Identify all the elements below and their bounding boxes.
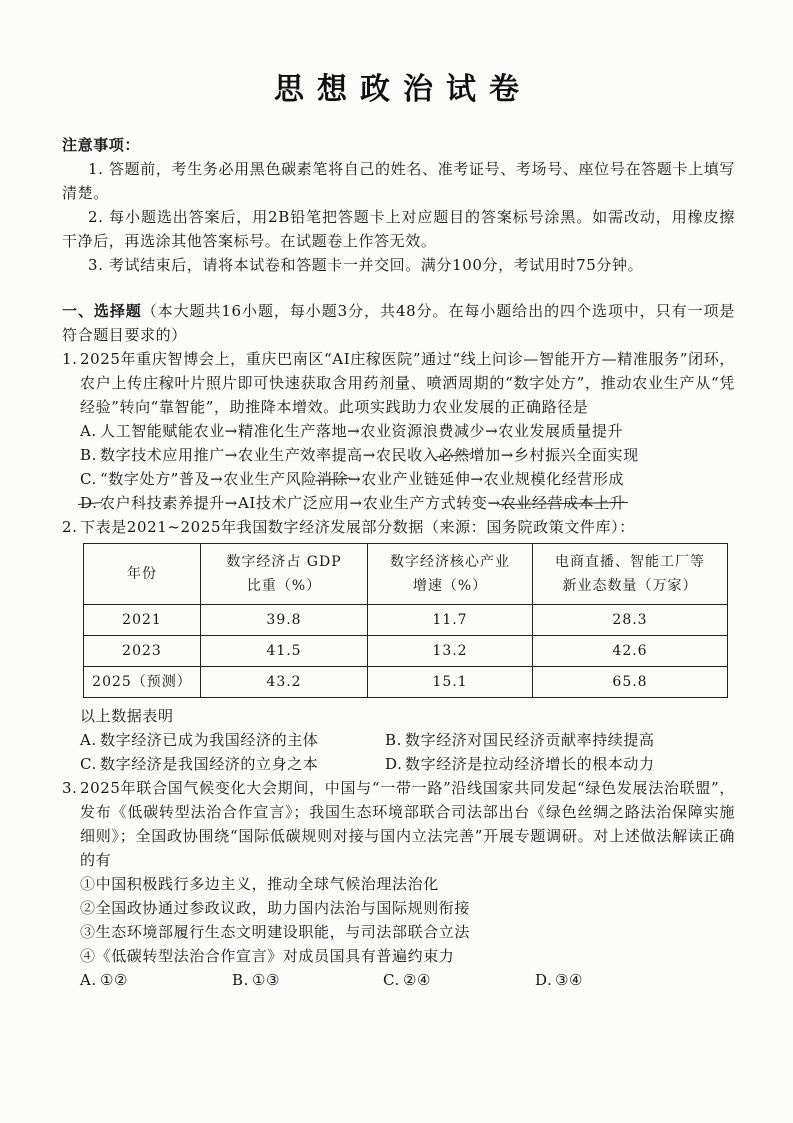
- option-text: [100, 419, 623, 443]
- option-a: [80, 728, 385, 752]
- question-lead: 以上数据表明: [80, 707, 174, 725]
- exam-title: 思想政治试卷: [274, 72, 532, 107]
- table-cell: 15.1: [368, 667, 533, 698]
- section-label: 一、选择题: [62, 302, 142, 320]
- option-text-segment: →农业产业链延伸→农业规模化经营形成: [348, 470, 625, 488]
- statement-item: ①中国积极践行多边主义，推动全球气候治理法治化: [80, 875, 439, 893]
- option-label: C.: [80, 755, 97, 773]
- statement-item: ④《低碳转型法治合作宣言》对成员国具有普遍约束力: [80, 947, 455, 965]
- option-text: 数字经济对国民经济贡献率持续提高: [405, 731, 655, 749]
- option-label: B.: [385, 731, 402, 749]
- notice-item: 3. 考试结束后，请将本试卷和答题卡一并交回。满分100分，考试用时75分钟。: [88, 256, 644, 274]
- option-text-segment: 数字技术应用推广→农业生产效率提高→农民收入: [100, 446, 439, 464]
- option-c: [80, 752, 385, 776]
- statement-item: ③生态环境部履行生态文明建设职能，与司法部联合立法: [80, 923, 471, 941]
- option-text: ②④: [403, 971, 432, 989]
- option-label: C.: [80, 470, 97, 488]
- table-cell: 42.6: [533, 636, 728, 667]
- option-d: [80, 491, 735, 515]
- option-label: C.: [383, 971, 400, 989]
- table-header-cell: [368, 544, 533, 605]
- notice-heading: 注意事项：: [62, 136, 141, 154]
- header-line: 数字经济占 GDP: [226, 554, 342, 570]
- option-a: [80, 968, 232, 992]
- table-row: [84, 605, 728, 636]
- option-a: [80, 419, 735, 443]
- option-text-segment: 农户科技素养提升→AI技术广泛应用→农业生产方式转变→: [100, 494, 501, 512]
- pen-marked-segment: 消除: [316, 470, 349, 488]
- table-row: [84, 667, 728, 698]
- header-line: 数字经济核心产业: [390, 554, 510, 570]
- option-c: [383, 968, 535, 992]
- option-list: [62, 419, 735, 515]
- table-cell: 11.7: [368, 605, 533, 636]
- notice-item: 2. 每小题选出答案后，用2B铅笔把答题卡上对应题目的答案标号涂黑。如需改动，用橡皮擦干净后，再选涂其他答案标号。在试题卷上作答无效。: [62, 208, 735, 250]
- question-number: 1.: [62, 350, 78, 368]
- option-text-segment: 增加→乡村振兴全面实现: [469, 446, 639, 464]
- question-number: 2.: [62, 518, 78, 536]
- question-stem: [62, 515, 735, 539]
- statement-item: ②全国政协通过参政议政，助力国内法治与国际规则衔接: [80, 899, 471, 917]
- header-line: 新业态数量（万家）: [562, 578, 698, 594]
- notice-block: [62, 133, 735, 277]
- table-cell: 2025（预测）: [84, 667, 201, 698]
- option-text: 数字经济已成为我国经济的主体: [100, 731, 319, 749]
- option-text: [100, 491, 625, 515]
- option-label: D.: [80, 491, 100, 515]
- question-text: 2025年联合国气候变化大会期间，中国与“一带一路”沿线国家共同发起“绿色发展法治联盟”，发布《低碳转型法治合作宣言》；我国生态环境部联合司法部出台《绿色丝绸之路法治保障实施细则》；全国政协围绕“国际低碳规则对接与国内立法完善”开展专题调研。对上述做法解读正确的有: [80, 779, 735, 869]
- option-text: ③④: [555, 971, 584, 989]
- option-label: D.: [535, 971, 553, 989]
- section-heading: [62, 299, 735, 347]
- table-header-cell: [201, 544, 368, 605]
- option-b: [232, 968, 383, 992]
- header-line: 电商直播、智能工厂等: [555, 554, 705, 570]
- option-text: 数字经济是拉动经济增长的根本动力: [405, 755, 655, 773]
- question-1: [62, 347, 735, 515]
- option-text: 数字经济是我国经济的立身之本: [100, 755, 319, 773]
- question-stem: [62, 347, 735, 419]
- table-cell: 2023: [84, 636, 201, 667]
- option-label: A.: [80, 971, 97, 989]
- table-cell: 41.5: [201, 636, 368, 667]
- option-label: B.: [232, 971, 249, 989]
- table-header-row: [84, 544, 728, 605]
- data-table-wrapper: [83, 543, 727, 698]
- table-row: [84, 636, 728, 667]
- option-c: [80, 467, 735, 491]
- option-text: [100, 443, 639, 467]
- question-2: [62, 515, 735, 776]
- table-header-cell: [533, 544, 728, 605]
- question-text: 2025年重庆智博会上，重庆巴南区“AI庄稼医院”通过“线上问诊—智能开方—精准服务”闭环，农户上传庄稼叶片照片即可快速获取含用药剂量、喷洒周期的“数字处方”，推动农业生产从“凭经验”转向“靠智能”，助推降本增效。此项实践助力农业发展的正确路径是: [80, 350, 735, 416]
- option-d: [535, 968, 735, 992]
- header-line: 增速（%）: [412, 578, 488, 594]
- question-text: 下表是2021~2025年我国数字经济发展部分数据（来源：国务院政策文件库）：: [80, 518, 635, 536]
- table-cell: 65.8: [533, 667, 728, 698]
- option-label: A.: [80, 731, 97, 749]
- notice-item: 1. 答题前，考生务必用黑色碳素笔将自己的姓名、准考证号、考场号、座位号在答题卡上填写清楚。: [62, 160, 735, 202]
- data-table: [83, 543, 728, 698]
- option-text-segment: 人工智能赋能农业→精准化生产落地→农业资源浪费减少→农业发展质量提升: [100, 422, 624, 440]
- section-description: （本大题共16小题，每小题3分，共48分。在每小题给出的四个选项中，只有一项是符合题目要求的）: [62, 302, 735, 344]
- option-text: ①③: [252, 971, 281, 989]
- option-text: [100, 467, 624, 491]
- option-text-segment: “数字处方”普及→农业生产风险: [100, 470, 317, 488]
- question-number: 3.: [62, 779, 78, 797]
- option-label: B.: [80, 446, 97, 464]
- question-3: [62, 776, 735, 992]
- exam-content: [62, 133, 735, 992]
- option-b: [385, 728, 735, 752]
- pen-marked-segment: 农业经营成本上升: [500, 494, 626, 512]
- table-cell: 43.2: [201, 667, 368, 698]
- header-line: 比重（%）: [246, 578, 322, 594]
- table-header-cell: [84, 544, 201, 605]
- option-label: A.: [80, 422, 97, 440]
- option-text: ①②: [100, 971, 129, 989]
- table-cell: 28.3: [533, 605, 728, 636]
- option-b: [80, 443, 735, 467]
- table-cell: 13.2: [368, 636, 533, 667]
- table-cell: 39.8: [201, 605, 368, 636]
- option-label: D.: [385, 755, 403, 773]
- option-d: [385, 752, 735, 776]
- question-stem: [62, 776, 735, 872]
- pen-marked-segment: 必然: [438, 446, 470, 464]
- header-line: 年份: [127, 566, 157, 582]
- option-grid: [62, 728, 735, 776]
- option-grid: [62, 968, 735, 992]
- table-cell: 2021: [84, 605, 201, 636]
